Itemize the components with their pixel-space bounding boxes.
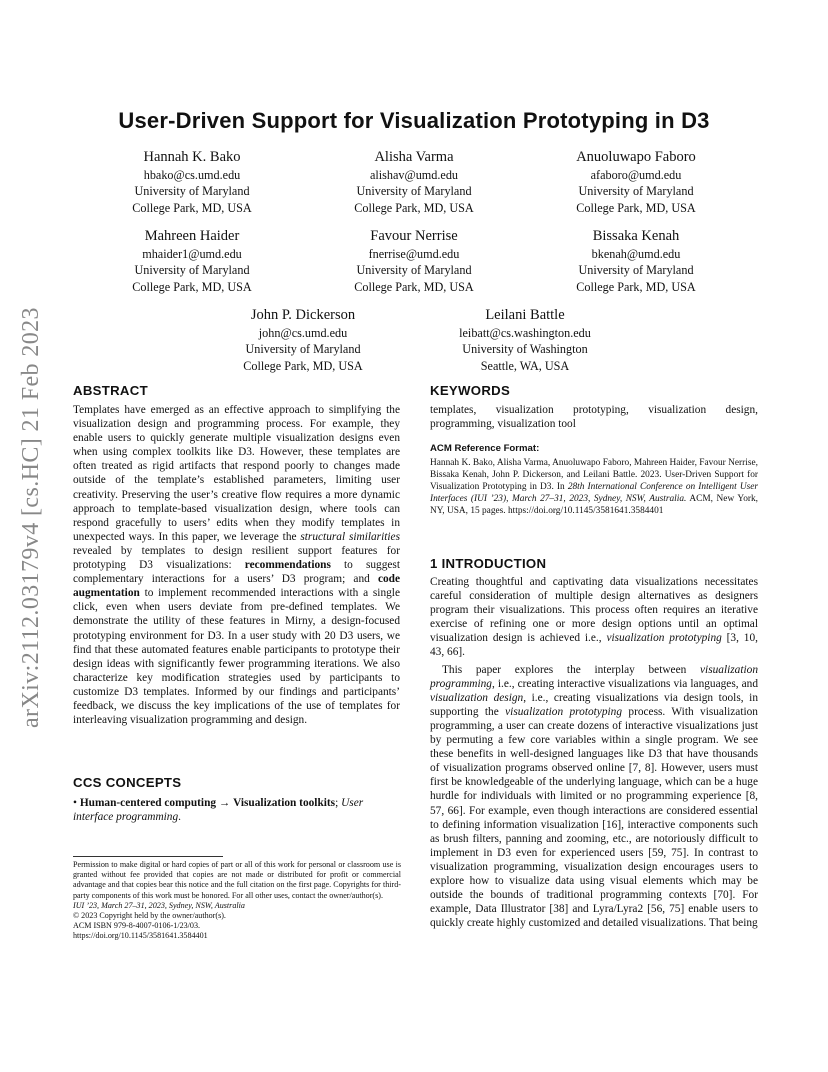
author-location: College Park, MD, USA — [354, 200, 474, 215]
abstract-bold-term: recommendations — [244, 559, 331, 572]
ccs-concept: Human-centered computing — [79, 797, 217, 809]
author-affiliation: University of Washington — [462, 342, 588, 357]
doi-link[interactable]: https://doi.org/10.1145/3581641.3584401 — [73, 931, 208, 941]
author-affiliation: University of Maryland — [134, 184, 250, 199]
author-block — [410, 306, 640, 374]
author-location: College Park, MD, USA — [576, 279, 696, 294]
author-affiliation: University of Maryland — [578, 263, 694, 278]
ccs-concept: Visualization toolkits — [233, 797, 336, 809]
author-affiliation: University of Maryland — [356, 263, 472, 278]
abstract-heading: ABSTRACT — [73, 383, 148, 398]
author-name: Leilani Battle — [485, 307, 565, 323]
permission-notice: Permission to make digital or hard copies of part or all of this work for personal or classroom use is granted without fee provided that copies are not made or distributed for profit or commercial advantage and that copies bear this notice and the full citation on the first page. Copyrights for third-party components of this work must be honored. For all other uses, contact the owner/author(s). — [73, 860, 401, 900]
author-location: College Park, MD, USA — [132, 200, 252, 215]
acm-reference-venue: 28th International Conference on Intelligent User Interfaces (IUI ’23), March 27–31, 2023, Sydney, NSW, Australia. — [430, 482, 758, 504]
author-name: Bissaka Kenah — [592, 228, 680, 244]
author-name: Hannah K. Bako — [143, 149, 241, 165]
abstract-emphasis: structural similarities — [300, 530, 400, 543]
intro-emphasis: visualization programming — [430, 663, 758, 690]
ccs-end: . — [178, 811, 181, 824]
ccs-separator: ; — [335, 797, 339, 809]
intro-text-part: , i.e., creating visualizations via design tools, in supporting the — [430, 691, 758, 718]
author-name: John P. Dickerson — [250, 307, 356, 323]
author-block — [521, 148, 751, 216]
author-affiliation: University of Maryland — [578, 184, 694, 199]
author-email[interactable]: hbako@cs.umd.edu — [143, 168, 241, 182]
ccs-arrow: → — [218, 797, 231, 809]
author-block — [188, 306, 418, 374]
intro-text-part: , i.e., creating interactive visualizations via languages, and — [491, 677, 758, 690]
intro-text-part: This paper explores the interplay between — [442, 663, 701, 676]
conference-info: IUI ’23, March 27–31, 2023, Sydney, NSW, Australia — [73, 900, 245, 910]
acm-reference-text — [430, 457, 758, 517]
intro-text-part: process. With visualization programming, a user can create dozens of interactive visualizations just by permuting a few core variables within a single program. We see these benefits in well-designed languages like D3 that have thousands of visualization programs observed online [7, 8]. However, users must first be knowledgeable of the underlying language, which can be a huge hurdle for individuals with limited or no programming experience [8, 57, 66]. For example, even though interactions are considered essential to defining information visualization [16], interactive components such as brush filters, panning and zooming, etc., are notoriously difficult to implement in D3 even for experienced users [59, 75]. In contrast to visualization programming, visualization design encourages users to explore how to visualize data using visual elements which may be outside the bounds of traditional programming contexts [70]. For example, Data Illustrator [38] and Lyra/Lyra2 [56, 75] enable users to quickly create highly customized and detailed visualizations. That being — [430, 705, 758, 930]
intro-text-part: [3, 10, 43, 66]. — [430, 632, 758, 659]
author-block — [299, 148, 529, 216]
paper-title: User-Driven Support for Visualization Prototyping in D3 — [118, 108, 710, 133]
ccs-heading: CCS CONCEPTS — [73, 775, 182, 790]
author-name: Favour Nerrise — [370, 228, 458, 244]
author-email[interactable]: alishav@umd.edu — [369, 168, 459, 182]
author-email[interactable]: bkenah@umd.edu — [591, 247, 681, 261]
abstract-text-part: revealed by templates to design resilient support features for prototyping D3 visualizations: — [73, 544, 400, 572]
arxiv-identifier: arXiv:2112.03179v4 [cs.HC] 21 Feb 2023 — [18, 307, 44, 728]
ccs-text — [73, 796, 400, 824]
author-location: College Park, MD, USA — [132, 279, 252, 294]
author-email[interactable]: mhaider1@umd.edu — [142, 247, 242, 261]
footnote-rule — [73, 856, 223, 857]
acm-reference-heading: ACM Reference Format: — [430, 443, 540, 454]
author-email[interactable]: afaboro@umd.edu — [590, 168, 682, 182]
ccs-concept-emphasis: User interface programming — [73, 797, 364, 824]
abstract-text — [73, 403, 400, 727]
abstract-text-part: to implement recommended interactions with a single click, even when users deviate from pre-defined templates. We demonstrate the utility of these features in Mirny, a design-focused prototyping environment for D3. In a user study with 20 D3 users, we find that these automated features enable participants to prototype their design ideas with significantly fewer programming iterations. We also characterize key modification strategies used by participants to customize D3 templates. Informed by our findings and participants’ feedback, we discuss the key implications of the use of templates for interleaving visualization programming and design. — [73, 587, 400, 727]
author-location: College Park, MD, USA — [354, 279, 474, 294]
author-affiliation: University of Maryland — [356, 184, 472, 199]
intro-emphasis: visualization design — [430, 691, 524, 704]
author-block — [77, 227, 307, 295]
author-name: Anuoluwapo Faboro — [576, 149, 696, 165]
introduction-heading: 1 INTRODUCTION — [430, 556, 547, 571]
author-email[interactable]: john@cs.umd.edu — [258, 326, 348, 340]
copyright-footnote — [73, 860, 401, 942]
isbn-line: ACM ISBN 979-8-4007-0106-1/23/03. — [73, 921, 201, 931]
abstract-text-part: Templates have emerged as an effective approach to simplifying the visualization design and programming process. For example, they enable users to quickly generate multiple visualization designs even when using complex toolkits like D3. However, these templates are often treated as rigid artifacts that respond poorly to changes made outside of the template’s established parameters, limiting user creativity. Preserving the user’s creative flow requires a more dynamic approach to template-based visualization design, where tools can respond gracefully to users’ edits when they modify templates in unexpected ways. In this paper, we leverage the — [73, 404, 400, 543]
author-block — [521, 227, 751, 295]
introduction-text — [430, 575, 758, 930]
intro-emphasis: visualization prototyping — [505, 705, 623, 718]
author-block — [77, 148, 307, 216]
ccs-bullet: • — [73, 797, 77, 809]
author-name: Alisha Varma — [374, 149, 454, 165]
intro-emphasis: visualization prototyping — [606, 632, 722, 645]
abstract-bold-term: code augmentation — [73, 573, 400, 600]
author-affiliation: University of Maryland — [134, 263, 250, 278]
acm-reference-part: Hannah K. Bako, Alisha Varma, Anuoluwapo Faboro, Mahreen Haider, Favour Nerrise, Bissaka Kenah, John P. Dickerson, and Leilani Battle. 2023. User-Driven Support for Visualization Prototyping in D3. In — [430, 458, 758, 492]
author-block — [299, 227, 529, 295]
author-affiliation: University of Maryland — [245, 342, 361, 357]
keywords-heading: KEYWORDS — [430, 383, 511, 398]
acm-reference-part: ACM, New York, NY, USA, 15 pages. https://doi.org/10.1145/3581641.3584401 — [430, 494, 758, 516]
author-name: Mahreen Haider — [144, 228, 240, 244]
abstract-text-part: to suggest complementary interactions for a users’ D3 program; and — [73, 559, 401, 586]
copyright-line: © 2023 Copyright held by the owner/author(s). — [73, 911, 226, 921]
author-email[interactable]: leibatt@cs.washington.edu — [459, 326, 591, 340]
author-location: College Park, MD, USA — [243, 358, 363, 373]
keywords-text: templates, visualization prototyping, visualization design, programming, visualization tool — [430, 404, 758, 431]
author-location: Seattle, WA, USA — [480, 358, 570, 373]
intro-text-part: Creating thoughtful and captivating data visualizations necessitates careful consideration of multiple design alternatives as designers program their visualizations. This process often requires an iterative exercise of refining one or more design options until an optimal visualization design is achieved i.e., — [430, 576, 758, 645]
author-location: College Park, MD, USA — [576, 200, 696, 215]
author-email[interactable]: fnerrise@umd.edu — [368, 247, 460, 261]
